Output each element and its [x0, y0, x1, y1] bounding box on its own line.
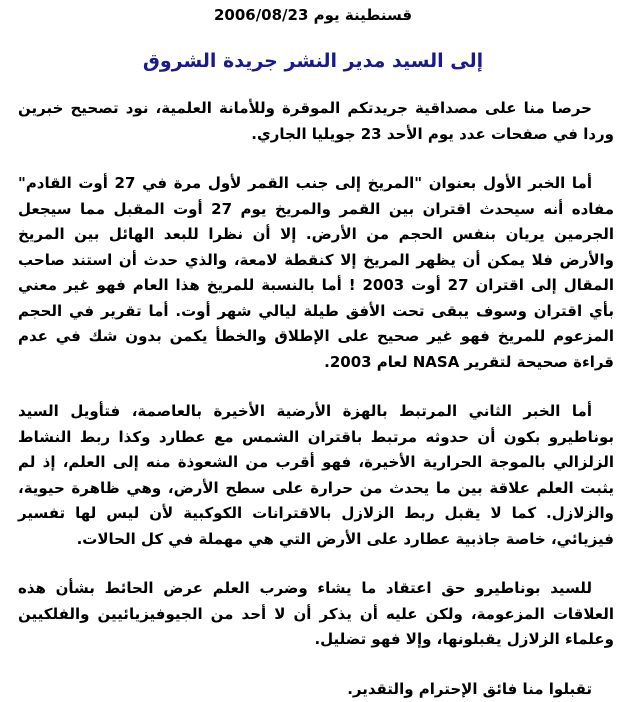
paragraph-second-news: أما الخبر الثاني المرتبط بالهزة الأرضية الأخيرة بالعاصمة، فتأويل السيد بوناطيرو بكون أن حدوثه مرتبط باقتران الشمس مع عطارد وكذا ربط النشاط الزلزالي بالموجة الحرارية الأخيرة، فهو أقرب من الشعوذة منه إلى العلم، إذ لم يثبت العلم علاقة بين ما يحدث من حرارة على سطح الأرض، وهي ظاهرة حيوية، والزلازل. كما لا يقبل ربط الزلازل بالاقترانات الكوكبية لأن ليس لها تفسير فيزيائي، خاصة جاذبية عطارد على الأرض التي هي مهملة في كل الحالات.: [18, 399, 614, 552]
dateline: قسنطينة يوم 2006/08/23: [0, 6, 626, 24]
closing-line: تقبلوا منا فائق الإحترام والتقدير.: [18, 677, 614, 702]
paragraph-first-news: أما الخبر الأول بعنوان "المريخ إلى جنب القمر لأول مرة في 27 أوت القادم" مفاده أنه سيحدث اقتران بين القمر والمريخ يوم 27 أوت المقبل مما سيجعل الجرمين يريان بنفس الحجم من الأرض. إلا أن نظرا للبعد الهائل بين المريخ والأرض فلا يمكن أن يظهر المريخ إلا كنقطة لامعة، والذي حدث أن استند صاحب المقال إلى اقتران 27 أوت 2003 ! أما بالنسبة للمريخ هذا العام فهو غير معني بأي اقتران وسوف يبقى تحت الأفق طيلة ليالي شهر أوت. أما تقرير في الحجم المزعوم للمريخ فهو غير صحيح على الإطلاق والخطأ يكمن بدون شك في عدم قراءة صحيحة لتقرير NASA لعام 2003.: [18, 171, 614, 375]
paragraph-conclusion: للسيد بوناطيرو حق اعتقاد ما يشاء وضرب العلم عرض الحائط بشأن هذه العلاقات المزعومة، ولكن عليه أن يذكر أن لا أحد من الجيوفيزيائيين والفلكيين وعلماء الزلازل يقبلونها، وإلا فهو تضليل.: [18, 576, 614, 653]
paragraph-intro: حرصا منا على مصداقية جريدتكم الموقرة وللأمانة العلمية، نود تصحيح خبرين وردا في صفحات عدد يوم الأحد 23 جويليا الجاري.: [18, 96, 614, 147]
letter-body: [18, 96, 614, 702]
letter-title: إلى السيد مدير النشر جريدة الشروق: [0, 50, 626, 72]
